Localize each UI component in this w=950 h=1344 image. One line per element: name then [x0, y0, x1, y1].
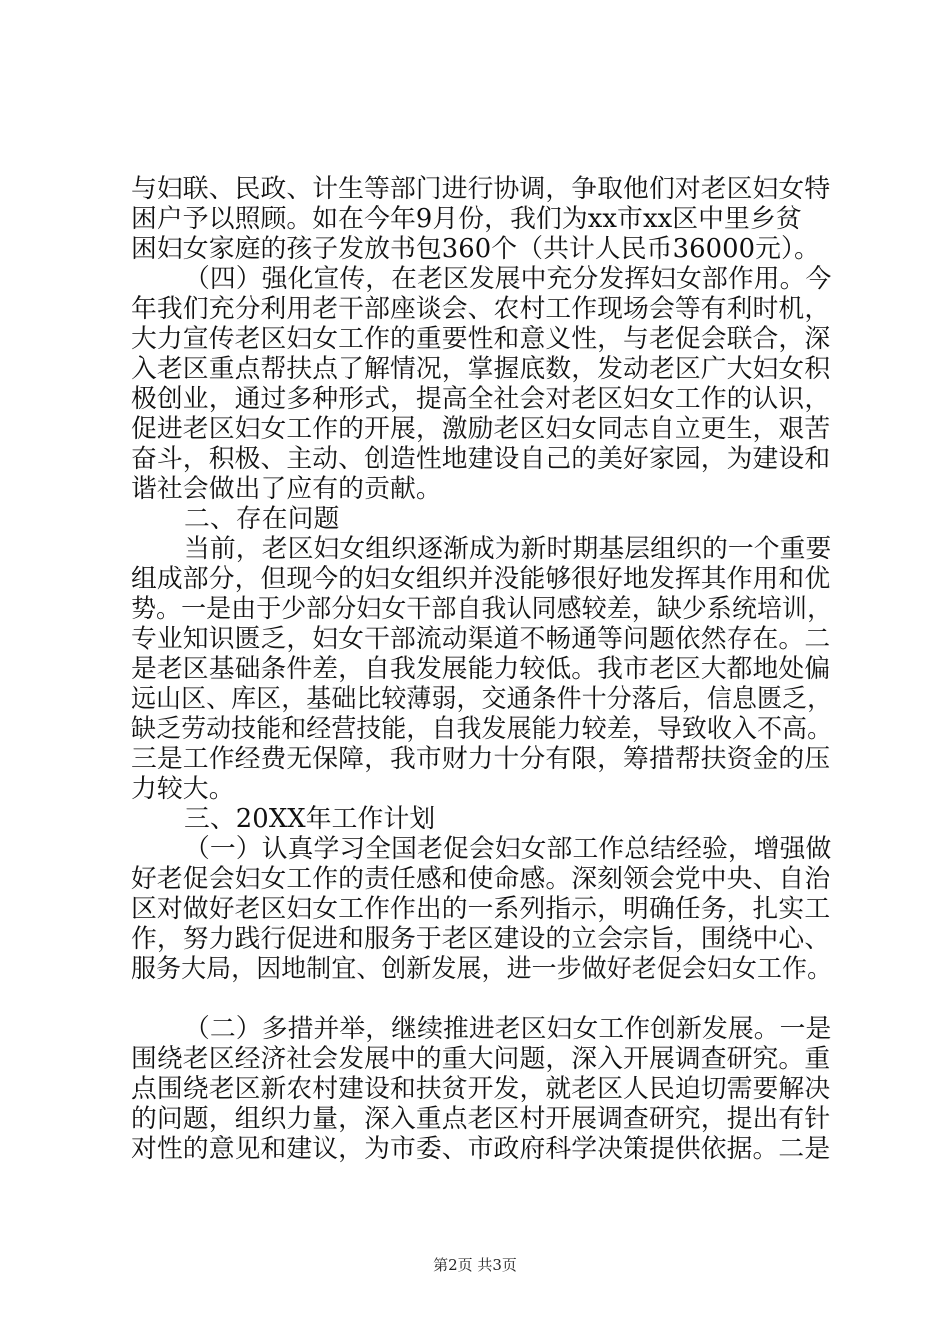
body-text-line: 入老区重点帮扶点了解情况，掌握底数，发动老区广大妇女积	[131, 354, 831, 384]
body-text-line: 三是工作经费无保障，我市财力十分有限，筹措帮扶资金的压	[131, 744, 831, 774]
body-text-line: 势。一是由于少部分妇女干部自我认同感较差，缺少系统培训，	[131, 594, 833, 624]
body-text-line: 专业知识匮乏，妇女干部流动渠道不畅通等问题依然存在。二	[131, 624, 831, 654]
body-text-line: 区对做好老区妇女工作作出的一系列指示，明确任务，扎实工	[131, 894, 831, 924]
body-text-line: 好老促会妇女工作的责任感和使命感。深刻领会党中央、自治	[131, 864, 831, 894]
body-text-line: 年我们充分利用老干部座谈会、农村工作现场会等有利时机，	[131, 294, 831, 324]
body-text-line: 服务大局，因地制宜、创新发展，进一步做好老促会妇女工作。	[131, 954, 833, 984]
body-text-line: 大力宣传老区妇女工作的重要性和意义性，与老促会联合，深	[131, 324, 831, 354]
body-text-line: 对性的意见和建议，为市委、市政府科学决策提供依据。二是	[131, 1134, 831, 1164]
paragraph-4-start: （四）强化宣传，在老区发展中充分发挥妇女部作用。今	[184, 264, 832, 294]
body-text-line: 力较大。	[131, 774, 235, 804]
body-text-line: 缺乏劳动技能和经营技能，自我发展能力较差，导致收入不高。	[131, 714, 833, 744]
body-text-line: 困妇女家庭的孩子发放书包360个（共计人民币36000元）。	[131, 234, 820, 264]
body-text-line: 组成部分，但现今的妇女组织并没能够很好地发挥其作用和优	[131, 564, 831, 594]
body-text-line: 奋斗，积极、主动、创造性地建设自己的美好家园，为建设和	[131, 444, 831, 474]
body-text-line: 极创业，通过多种形式，提高全社会对老区妇女工作的认识，	[131, 384, 831, 414]
body-text-line: 是老区基础条件差，自我发展能力较低。我市老区大都地处偏	[131, 654, 831, 684]
body-text-line: 远山区、库区，基础比较薄弱，交通条件十分落后，信息匮乏，	[131, 684, 833, 714]
body-text-line: 促进老区妇女工作的开展，激励老区妇女同志自立更生，艰苦	[131, 414, 831, 444]
section-heading-problems: 二、存在问题	[184, 504, 340, 534]
body-text-line: 点围绕老区新农村建设和扶贫开发，就老区人民迫切需要解决	[131, 1074, 831, 1104]
body-text-line: 谐社会做出了应有的贡献。	[131, 474, 442, 504]
paragraph-problems-start: 当前，老区妇女组织逐渐成为新时期基层组织的一个重要	[184, 534, 832, 564]
body-text-line: 围绕老区经济社会发展中的重大问题，深入开展调查研究。重	[131, 1044, 831, 1074]
paragraph-plan-1-start: （一）认真学习全国老促会妇女部工作总结经验，增强做	[184, 834, 832, 864]
paragraph-plan-2-start: （二）多措并举，继续推进老区妇女工作创新发展。一是	[184, 1014, 832, 1044]
page-number-footer: 第2页 共3页	[433, 1256, 517, 1274]
body-text-line: 困户予以照顾。如在今年9月份，我们为xx市xx区中里乡贫	[131, 204, 802, 234]
section-heading-plan: 三、20XX年工作计划	[184, 804, 436, 834]
body-text-line: 的问题，组织力量，深入重点老区村开展调查研究，提出有针	[131, 1104, 831, 1134]
body-text-line: 作，努力践行促进和服务于老区建设的立会宗旨，围绕中心、	[131, 924, 831, 954]
body-text-line: 与妇联、民政、计生等部门进行协调，争取他们对老区妇女特	[131, 174, 831, 204]
